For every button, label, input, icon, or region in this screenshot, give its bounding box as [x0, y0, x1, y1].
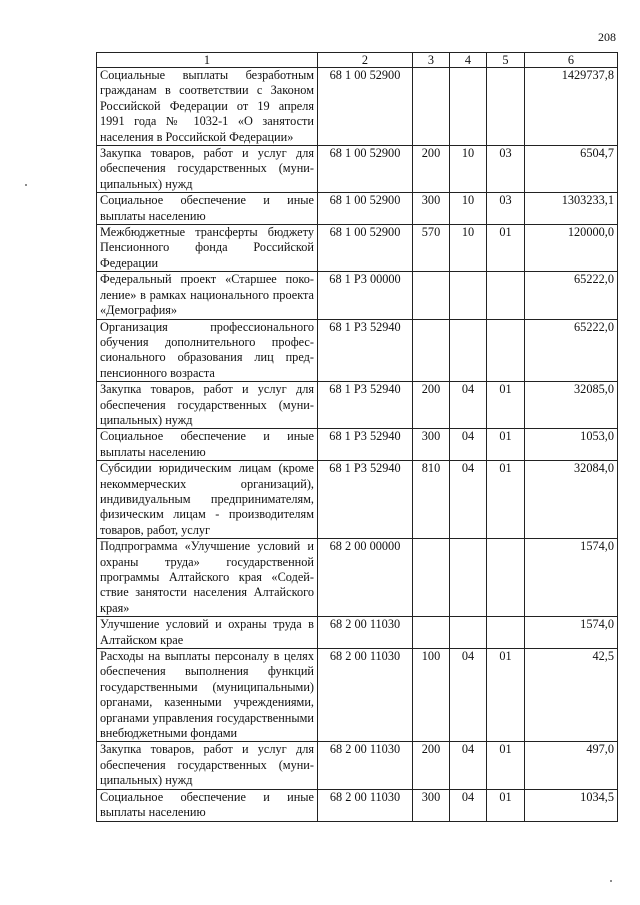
row-expense-type-cell: 300: [413, 193, 450, 225]
row-expense-type-cell: [413, 319, 450, 382]
table-row: [97, 319, 618, 382]
row-subsection-cell: 01: [487, 789, 525, 821]
row-amount-cell: 1034,5: [525, 789, 618, 821]
row-expense-type-cell: 810: [413, 461, 450, 539]
row-name-cell: Закупка товаров, работ и услуг для обеспечения государственных (муниципальных) нужд: [97, 146, 318, 193]
column-header: 6: [525, 53, 618, 68]
row-subsection-cell: 01: [487, 429, 525, 461]
budget-table: [96, 52, 618, 822]
row-name-cell: Организация профессионального обучения дополнительного профессионального образования лиц предпенсионного возраста: [97, 319, 318, 382]
row-section-cell: 04: [450, 382, 487, 429]
row-amount-cell: 1574,0: [525, 617, 618, 649]
row-expense-type-cell: [413, 539, 450, 617]
table-row: [97, 649, 618, 742]
row-name-cell: Федеральный проект «Старшее поколение» в рамках национального проекта «Демография»: [97, 272, 318, 319]
table-header-row: [97, 53, 618, 68]
row-amount-cell: 65222,0: [525, 272, 618, 319]
row-section-cell: 10: [450, 225, 487, 272]
row-section-cell: 04: [450, 649, 487, 742]
row-expense-type-cell: 570: [413, 225, 450, 272]
row-subsection-cell: 01: [487, 742, 525, 789]
row-amount-cell: 1574,0: [525, 539, 618, 617]
table-row: [97, 68, 618, 146]
row-amount-cell: 497,0: [525, 742, 618, 789]
row-section-cell: 04: [450, 429, 487, 461]
row-section-cell: 04: [450, 742, 487, 789]
row-amount-cell: 32085,0: [525, 382, 618, 429]
row-amount-cell: 120000,0: [525, 225, 618, 272]
row-section-cell: 10: [450, 193, 487, 225]
row-code-cell: 68 2 00 11030: [318, 649, 413, 742]
table-row: [97, 193, 618, 225]
table-row: [97, 539, 618, 617]
row-name-cell: Социальные выплаты безработным гражданам в соответствии с Законом Российской Федерации от 19 апреля 1991 года № 1032-1 «О занятости населения в Российской Федерации»: [97, 68, 318, 146]
row-section-cell: 04: [450, 789, 487, 821]
row-subsection-cell: [487, 539, 525, 617]
row-section-cell: 10: [450, 146, 487, 193]
row-amount-cell: 1429737,8: [525, 68, 618, 146]
row-amount-cell: 32084,0: [525, 461, 618, 539]
row-expense-type-cell: 200: [413, 742, 450, 789]
row-code-cell: 68 1 P3 52940: [318, 319, 413, 382]
scan-speck: [25, 184, 27, 186]
row-code-cell: 68 2 00 00000: [318, 539, 413, 617]
row-subsection-cell: 01: [487, 382, 525, 429]
row-subsection-cell: [487, 68, 525, 146]
table-row: [97, 272, 618, 319]
row-section-cell: 04: [450, 461, 487, 539]
column-header: 1: [97, 53, 318, 68]
row-subsection-cell: [487, 319, 525, 382]
page-number: 208: [598, 30, 616, 44]
row-subsection-cell: 03: [487, 193, 525, 225]
row-section-cell: [450, 617, 487, 649]
row-expense-type-cell: [413, 272, 450, 319]
column-header: 4: [450, 53, 487, 68]
row-amount-cell: 42,5: [525, 649, 618, 742]
column-header: 3: [413, 53, 450, 68]
table-body: [97, 68, 618, 822]
row-section-cell: [450, 68, 487, 146]
row-expense-type-cell: [413, 68, 450, 146]
row-subsection-cell: [487, 617, 525, 649]
row-name-cell: Закупка товаров, работ и услуг для обеспечения государственных (муниципальных) нужд: [97, 742, 318, 789]
row-amount-cell: 1053,0: [525, 429, 618, 461]
row-code-cell: 68 1 00 52900: [318, 146, 413, 193]
row-expense-type-cell: 300: [413, 789, 450, 821]
row-name-cell: Улучшение условий и охраны труда в Алтайском крае: [97, 617, 318, 649]
table-row: [97, 617, 618, 649]
row-code-cell: 68 1 00 52900: [318, 193, 413, 225]
row-section-cell: [450, 539, 487, 617]
row-name-cell: Межбюджетные трансферты бюджету Пенсионного фонда Российской Федерации: [97, 225, 318, 272]
row-subsection-cell: [487, 272, 525, 319]
table-row: [97, 461, 618, 539]
row-name-cell: Социальное обеспечение и иные выплаты населению: [97, 789, 318, 821]
row-expense-type-cell: 200: [413, 146, 450, 193]
row-expense-type-cell: 300: [413, 429, 450, 461]
row-code-cell: 68 1 00 52900: [318, 225, 413, 272]
row-name-cell: Расходы на выплаты персоналу в целях обеспечения выполнения функций государственными (муниципальными) органами, казенными учреждениями, органами управления государственными внебюджетными фондами: [97, 649, 318, 742]
row-section-cell: [450, 319, 487, 382]
row-code-cell: 68 1 P3 52940: [318, 461, 413, 539]
table-row: [97, 382, 618, 429]
row-name-cell: Социальное обеспечение и иные выплаты населению: [97, 429, 318, 461]
row-expense-type-cell: 200: [413, 382, 450, 429]
table-row: [97, 789, 618, 821]
row-amount-cell: 6504,7: [525, 146, 618, 193]
row-amount-cell: 65222,0: [525, 319, 618, 382]
column-header: 2: [318, 53, 413, 68]
row-subsection-cell: 01: [487, 461, 525, 539]
row-subsection-cell: 03: [487, 146, 525, 193]
column-header: 5: [487, 53, 525, 68]
row-code-cell: 68 1 P3 52940: [318, 382, 413, 429]
row-amount-cell: 1303233,1: [525, 193, 618, 225]
table-row: [97, 146, 618, 193]
row-name-cell: Социальное обеспечение и иные выплаты населению: [97, 193, 318, 225]
row-name-cell: Подпрограмма «Улучшение условий и охраны труда» государственной программы Алтайского края «Содействие занятости населения Алтайского края»: [97, 539, 318, 617]
scan-speck: [610, 880, 612, 882]
row-code-cell: 68 1 00 52900: [318, 68, 413, 146]
row-code-cell: 68 1 P3 00000: [318, 272, 413, 319]
row-subsection-cell: 01: [487, 649, 525, 742]
table-row: [97, 225, 618, 272]
row-name-cell: Субсидии юридическим лицам (кроме некоммерческих организаций), индивидуальным предпринимателям, физическим лицам - производителям товаров, работ, услуг: [97, 461, 318, 539]
row-code-cell: 68 2 00 11030: [318, 742, 413, 789]
row-expense-type-cell: [413, 617, 450, 649]
row-code-cell: 68 2 00 11030: [318, 617, 413, 649]
row-expense-type-cell: 100: [413, 649, 450, 742]
row-code-cell: 68 2 00 11030: [318, 789, 413, 821]
table-row: [97, 742, 618, 789]
row-name-cell: Закупка товаров, работ и услуг для обеспечения государственных (муниципальных) нужд: [97, 382, 318, 429]
row-section-cell: [450, 272, 487, 319]
row-code-cell: 68 1 P3 52940: [318, 429, 413, 461]
table-row: [97, 429, 618, 461]
row-subsection-cell: 01: [487, 225, 525, 272]
